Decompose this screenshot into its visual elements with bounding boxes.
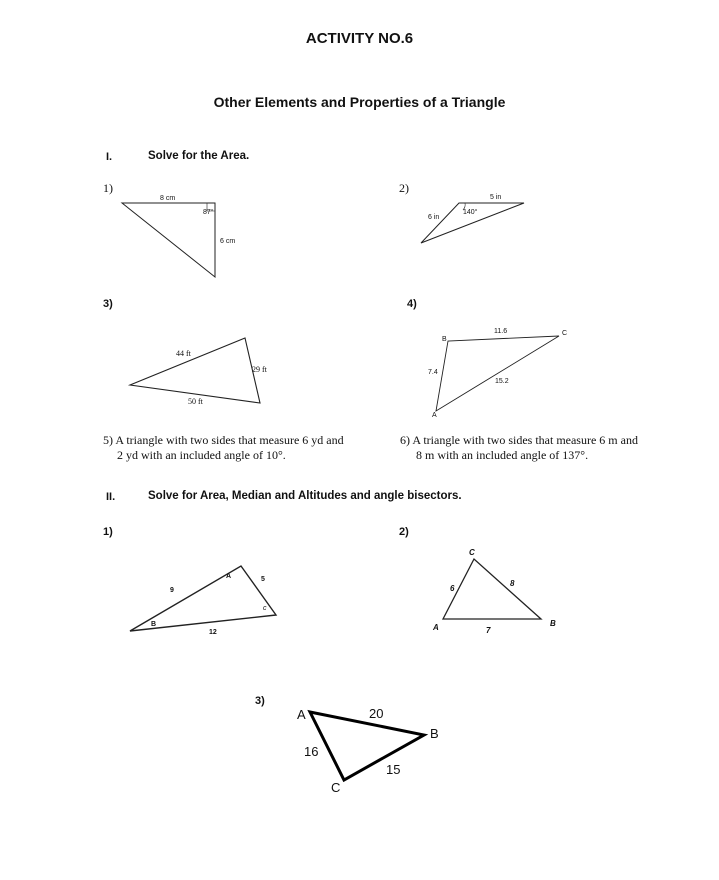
- page-subtitle: Other Elements and Properties of a Triangle: [213, 94, 506, 110]
- section-1-instruction: Solve for the Area.: [148, 150, 250, 162]
- fig3-label-right: 29 ft: [252, 365, 267, 374]
- fig4-label-hyp: 15.2: [495, 378, 509, 385]
- triangle-figure-3: [130, 338, 268, 406]
- p2fig1-label-b: B: [151, 621, 157, 628]
- p2fig3-label-left: 16: [304, 744, 319, 759]
- fig2-label-angle: 140°: [463, 209, 478, 216]
- p2fig2-label-c: C: [469, 548, 475, 557]
- fig1-label-angle: 87°: [203, 209, 214, 216]
- word-problem-6-line2: 8 m with an included angle of 137°.: [416, 448, 589, 462]
- p2-problem-2-number: 2): [399, 526, 409, 538]
- p2fig3-label-a: A: [297, 707, 306, 722]
- p2fig2-label-left: 6: [450, 584, 455, 593]
- fig2-label-top: 5 in: [490, 194, 502, 201]
- p2-problem-1-number: 1): [103, 526, 113, 538]
- word-problem-5-line2: 2 yd with an included angle of 10°.: [117, 448, 286, 462]
- p2fig3-label-b: B: [430, 726, 439, 741]
- section-2-numeral: II.: [106, 491, 116, 503]
- fig1-label-top: 8 cm: [160, 195, 176, 202]
- p2fig1-label-left: 9: [170, 587, 174, 594]
- p2fig3-label-c: C: [331, 780, 341, 795]
- p2fig2-label-a: A: [433, 623, 439, 632]
- p2fig2-label-b: B: [550, 619, 556, 628]
- fig4-label-left: 7.4: [428, 369, 438, 376]
- p2fig1-label-a: A: [226, 573, 232, 580]
- fig3-label-bottom: 50 ft: [188, 397, 203, 406]
- p2fig1-label-right: 5: [261, 576, 265, 583]
- problem-3-number: 3): [103, 298, 113, 310]
- p2fig2-label-bottom: 7: [486, 626, 491, 635]
- section-1-numeral: I.: [106, 151, 113, 163]
- triangle-figure-p2-2: [432, 548, 556, 635]
- triangle-figure-2: [421, 194, 524, 243]
- triangle-figure-1: [122, 195, 235, 277]
- problem-2-number: 2): [399, 181, 409, 195]
- fig1-label-side: 6 cm: [220, 238, 236, 245]
- fig4-label-a: A: [432, 412, 437, 419]
- fig3-label-left: 44 ft: [176, 349, 191, 358]
- fig4-label-c: C: [562, 330, 568, 337]
- triangle-figure-p2-1: [130, 566, 276, 636]
- problem-1-number: 1): [103, 181, 113, 195]
- triangle-figure-p2-3: [297, 706, 439, 795]
- p2fig3-label-right: 15: [386, 762, 401, 777]
- p2fig1-label-c: c: [263, 605, 267, 612]
- section-2-instruction: Solve for Area, Median and Altitudes and angle bisectors.: [148, 490, 462, 502]
- p2fig3-label-top: 20: [369, 706, 384, 721]
- word-problem-6-line1: 6) A triangle with two sides that measure 6 m and: [400, 433, 638, 447]
- fig2-label-left: 6 in: [428, 214, 440, 221]
- triangle-figure-4: [428, 328, 567, 419]
- p2-problem-3-number: 3): [255, 695, 265, 707]
- p2fig2-label-right: 8: [510, 579, 515, 588]
- p2fig1-label-bottom: 12: [209, 629, 217, 636]
- word-problem-5-line1: 5) A triangle with two sides that measure 6 yd and: [103, 433, 344, 447]
- problem-4-number: 4): [407, 298, 417, 310]
- fig4-label-b: B: [442, 336, 447, 343]
- page-title: ACTIVITY NO.6: [305, 30, 414, 47]
- fig4-label-top: 11.6: [494, 328, 508, 335]
